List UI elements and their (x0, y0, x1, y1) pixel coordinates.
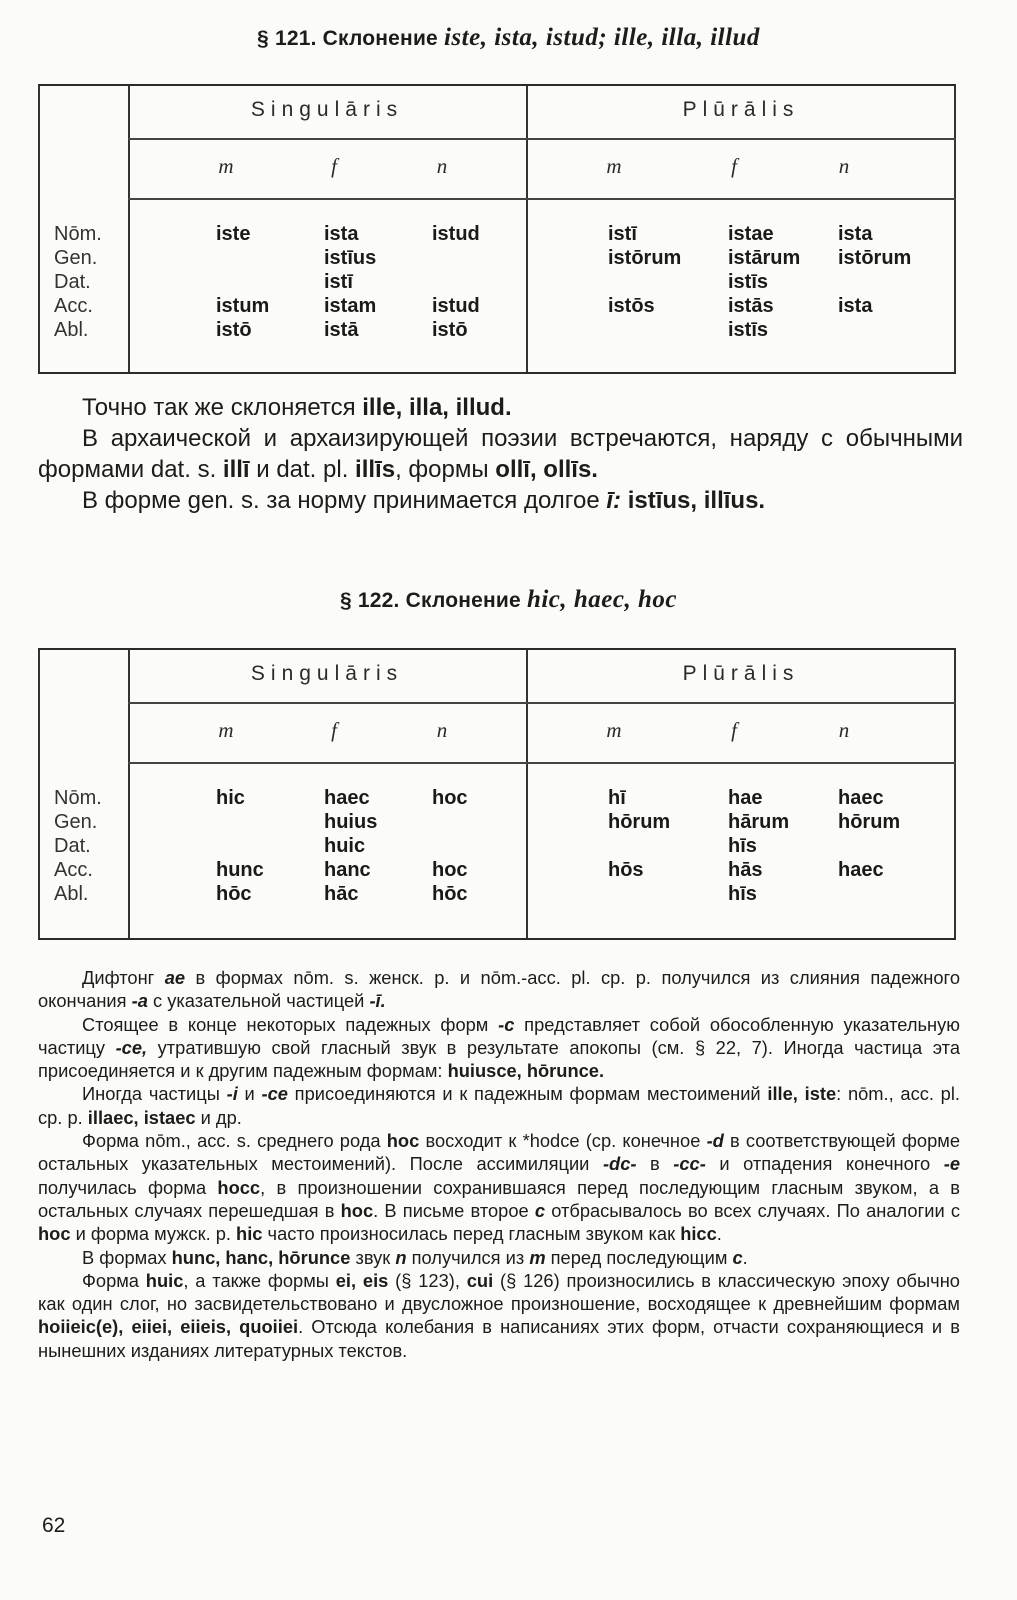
form-cell: hic (216, 787, 245, 809)
note-text: . Отсюда колебания в написаниях этих форм, отчасти сохраняющиеся и в нынешних изданиях литературных текстов. (38, 1316, 960, 1361)
note-form: -ce, (115, 1036, 148, 1058)
note-form: c (534, 1199, 546, 1221)
table-gender-rule (128, 198, 956, 200)
note-form: huiusce, hōrunce. (447, 1060, 605, 1082)
gender-header: n (436, 718, 448, 742)
note-text: , формы (395, 456, 496, 483)
form-cell: hīs (728, 883, 757, 905)
case-label: Gen. (54, 247, 98, 269)
page-number: 62 (42, 1514, 66, 1537)
note-text: в соответствующей форме остальных указательных местоимений). После ассимиляции (38, 1130, 960, 1175)
gender-header: f (331, 154, 337, 178)
gender-header: m (218, 718, 234, 742)
note-form: hicc (680, 1223, 717, 1245)
form-cell: istīus (324, 247, 377, 269)
note-form: istīus, illīus. (627, 487, 766, 514)
note-text: и отпадения конечного (705, 1153, 944, 1175)
note-text: Стоящее в конце некоторых падежных форм (82, 1013, 499, 1035)
note-form: -c (498, 1013, 515, 1035)
note-text: , а также формы (183, 1269, 336, 1291)
note-paragraph (38, 1082, 960, 1129)
note-form: illaec, istaec (87, 1106, 196, 1128)
note-form: illīs (355, 456, 396, 483)
form-cell: hās (728, 859, 763, 881)
note-text: . (742, 1246, 748, 1268)
heading-prefix: § 121. Склонение (257, 27, 438, 50)
note-text: в формах nōm. s. женск. р. и nōm.-acc. pl. ср. р. получился из слияния падежного окончания (38, 967, 960, 1012)
form-cell: hīs (728, 835, 757, 857)
note-text: В архаической и архаизирующей поэзии встречаются, наряду с обычными формами dat. s. (38, 425, 963, 483)
note-text: представляет собой обособленную указательную частицу (38, 1013, 960, 1058)
singular-header: Singulāris (250, 662, 404, 685)
note-text: : nōm., acc. pl. ср. р. (38, 1083, 960, 1128)
gender-header: n (436, 154, 448, 178)
form-cell: istīs (728, 319, 769, 341)
singular-header: Singulāris (250, 98, 404, 121)
note-form: c (732, 1246, 743, 1268)
heading-prefix: § 122. Склонение (340, 589, 521, 612)
note-form: hoiieic(e), eiiei, eiieis, quoiiei (38, 1316, 299, 1338)
form-cell: hāc (324, 883, 359, 905)
form-cell: hae (728, 787, 763, 809)
note-form: -cc- (673, 1153, 706, 1175)
note-text: получилась форма (38, 1176, 218, 1198)
note-text: отбрасывалось во всех случаях. По аналогии с (545, 1199, 960, 1221)
note-text: часто произносилась перед гласным звуком как (262, 1223, 681, 1245)
case-label: Acc. (54, 859, 93, 881)
note-form: illī (222, 456, 250, 483)
form-cell: hōc (216, 883, 252, 905)
gender-header: n (838, 718, 850, 742)
note-form: m (529, 1246, 546, 1268)
note-text: Иногда частицы (82, 1083, 227, 1105)
table-number-rule (526, 86, 528, 372)
form-cell: hōrum (838, 811, 901, 833)
form-cell: istud (432, 223, 480, 245)
note-text: В формах (82, 1246, 172, 1268)
note-form: hocc (217, 1176, 261, 1198)
heading-pronouns: iste, ista, istud; ille, illa, illud (443, 24, 760, 51)
note-text: звук (350, 1246, 396, 1268)
case-label: Nōm. (54, 223, 102, 245)
note-text: (§ 126) произносились в классическую эпоху обычно как один слог, но засвидетельствовано и двусложное произношение, восходящее к древнейшим формам (38, 1269, 960, 1315)
note-text: Форма nōm., acc. s. среднего рода (82, 1130, 387, 1152)
form-cell: ista (838, 223, 873, 245)
case-label: Acc. (54, 295, 93, 317)
form-cell: hōc (432, 883, 468, 905)
form-cell: hōrum (608, 811, 671, 833)
note-paragraph (38, 1246, 960, 1269)
heading-pronouns: hic, haec, hoc (526, 586, 677, 613)
table-left-rule (38, 86, 40, 372)
form-cell: istum (216, 295, 270, 317)
table-right-rule (954, 86, 956, 372)
note-form: ei, eis (335, 1269, 389, 1291)
note-paragraph (38, 966, 960, 1013)
note-form: -ce (261, 1083, 288, 1105)
table-header-rule (128, 702, 956, 704)
form-cell: istī (324, 271, 353, 293)
note-text: (§ 123), (388, 1269, 467, 1291)
case-label: Nōm. (54, 787, 102, 809)
note-text: перед последующим (545, 1246, 733, 1268)
note-form: hoc (38, 1223, 71, 1245)
note-form: -ī. (369, 990, 386, 1012)
form-cell: istās (728, 295, 774, 317)
table-left-rule (38, 650, 40, 938)
form-cell: ista (838, 295, 873, 317)
note-text: восходит к *hodce (ср. конечное (419, 1130, 707, 1152)
form-cell: hunc (216, 859, 264, 881)
table-header-rule (128, 138, 956, 140)
note-text: Форма (82, 1269, 146, 1291)
note-form: hoc (340, 1199, 374, 1221)
note-form: -i (226, 1083, 238, 1105)
note-form: ille, illa, illud. (362, 394, 512, 421)
form-cell: hoc (432, 787, 468, 809)
declension-table-iste (38, 84, 956, 374)
note-text: . В письме второе (373, 1199, 535, 1221)
note-text: Дифтонг (82, 967, 165, 988)
table-number-rule (526, 650, 528, 938)
form-cell: hārum (728, 811, 790, 833)
form-cell: istō (216, 319, 252, 341)
table-stub-rule (128, 86, 130, 372)
table-right-rule (954, 650, 956, 938)
form-cell: hanc (324, 859, 371, 881)
case-label: Gen. (54, 811, 98, 833)
section-121-heading (0, 24, 1017, 52)
form-cell: istā (324, 319, 359, 341)
note-paragraph (38, 1013, 960, 1083)
form-cell: istud (432, 295, 480, 317)
form-cell: istōrum (838, 247, 912, 269)
note-form: hunc, hanc, hōrunce (171, 1246, 351, 1268)
note-form: -dc- (602, 1153, 637, 1175)
note-form: -d (706, 1130, 724, 1152)
form-cell: istō (432, 319, 468, 341)
note-text: , в произношении сохранившаяся перед последующим гласным звуком, а в остальных случаях перешедшая в (38, 1176, 960, 1221)
plural-header: Plūrālis (682, 662, 800, 685)
note-form: huic (145, 1269, 184, 1291)
note-text: и др. (195, 1106, 242, 1128)
form-cell: huius (324, 811, 378, 833)
form-cell: haec (838, 787, 884, 809)
note-text: В форме gen. s. за норму принимается долгое (82, 487, 607, 514)
form-cell: istī (608, 223, 637, 245)
section-122-notes (38, 966, 960, 1362)
form-cell: hoc (432, 859, 468, 881)
note-text: присоединяются и к падежным формам местоимений (287, 1083, 768, 1105)
note-paragraph (38, 1269, 960, 1362)
case-label: Abl. (54, 319, 89, 341)
note-text: в (636, 1153, 674, 1175)
gender-header: f (731, 718, 737, 742)
section-121-notes (38, 392, 963, 516)
note-text: получился из (406, 1246, 530, 1268)
note-text: и форма мужск. р. (70, 1223, 237, 1245)
table-gender-rule (128, 762, 956, 764)
note-text: Точно так же склоняется (82, 394, 363, 421)
gender-header: f (731, 154, 737, 178)
form-cell: istae (728, 223, 774, 245)
gender-header: f (331, 718, 337, 742)
note-form: -e (943, 1153, 960, 1175)
form-cell: huic (324, 835, 366, 857)
note-form: cui (466, 1269, 494, 1291)
note-form: n (395, 1246, 407, 1268)
gender-header: m (606, 718, 622, 742)
note-form: ae (164, 967, 186, 988)
gender-header: m (218, 154, 234, 178)
form-cell: iste (216, 223, 251, 245)
table-stub-rule (128, 650, 130, 938)
form-cell: istōrum (608, 247, 682, 269)
form-cell: istārum (728, 247, 801, 269)
note-paragraph (38, 485, 963, 516)
form-cell: hōs (608, 859, 644, 881)
note-paragraph (38, 1129, 960, 1245)
note-form: ollī, ollīs. (495, 456, 598, 483)
note-form: ille, iste (767, 1083, 837, 1105)
note-text: утратившую свой гласный звук в результате апокопы (см. § 22, 7). Иногда частица эта присоединяется и к другим падежным формам: (38, 1036, 960, 1082)
note-text: и (237, 1083, 262, 1105)
note-text (621, 487, 628, 514)
form-cell: istīs (728, 271, 769, 293)
form-cell: hī (608, 787, 626, 809)
note-form: -a (131, 990, 148, 1012)
note-text: и dat. pl. (249, 456, 356, 483)
case-label: Abl. (54, 883, 89, 905)
note-paragraph (38, 392, 963, 423)
case-label: Dat. (54, 835, 91, 857)
form-cell: ista (324, 223, 359, 245)
declension-table-hic (38, 648, 956, 940)
note-form: ī: (606, 487, 622, 514)
note-paragraph (38, 423, 963, 485)
note-form: hoc (386, 1130, 420, 1152)
form-cell: istōs (608, 295, 655, 317)
note-form: hic (236, 1223, 263, 1245)
case-label: Dat. (54, 271, 91, 293)
form-cell: istam (324, 295, 377, 317)
note-text: . (716, 1223, 722, 1245)
gender-header: n (838, 154, 850, 178)
form-cell: haec (838, 859, 884, 881)
plural-header: Plūrālis (682, 98, 800, 121)
section-122-heading (0, 586, 1017, 614)
gender-header: m (606, 154, 622, 178)
note-text: с указательной частицей (147, 990, 370, 1012)
form-cell: haec (324, 787, 370, 809)
